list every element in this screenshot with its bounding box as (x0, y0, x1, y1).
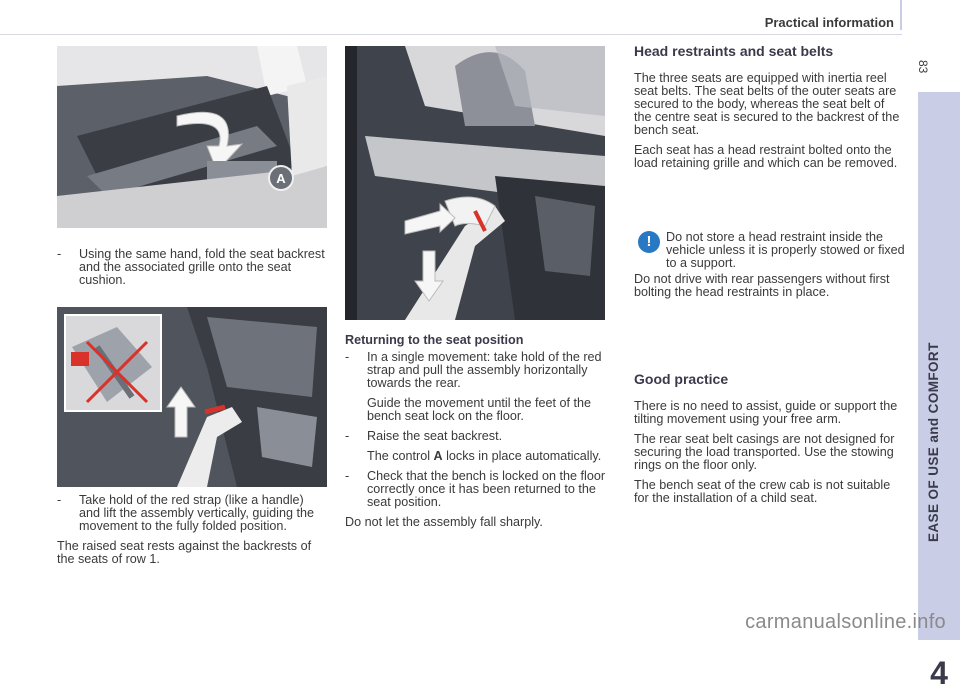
step-fold-backrest: - Using the same hand, fold the seat backrest and the associated grille onto the seat cushion. (57, 247, 325, 287)
left-column-lower-text (57, 494, 327, 573)
red-strap-drawing (345, 46, 605, 320)
header-rule (0, 34, 902, 35)
return-step-3: - Check that the bench is locked on the floor correctly once it has been returned to the seat position. (345, 469, 606, 509)
return-closing-note: Do not let the assembly fall sharply. (345, 515, 543, 529)
returning-seat-heading: Returning to the seat position (345, 333, 524, 347)
head-restraints-section (634, 44, 904, 177)
page-header-title: Practical information (764, 15, 894, 30)
chapter-tab-label: EASE OF USE and COMFORT (926, 342, 941, 542)
lift-assembly-drawing (57, 307, 327, 487)
good-practice-heading: Good practice (634, 371, 729, 387)
rear-passengers-paragraph: Do not drive with rear passengers without first bolting the head restraints in place. (634, 272, 890, 299)
illustration-lift-assembly (57, 307, 327, 487)
return-step-2: - Raise the seat backrest. (345, 429, 503, 443)
head-restraints-heading: Head restraints and seat belts (634, 43, 834, 59)
return-step-2-detail: The control A locks in place automatically. (367, 449, 602, 463)
chapter-tab (918, 92, 960, 691)
header-tick (900, 0, 902, 30)
good-practice-2: The rear seat belt casings are not designed for securing the load transported. Use the stowing rings on the floor only. (634, 432, 895, 472)
illustration-red-strap-pull (345, 46, 605, 320)
illustration-fold-backrest (57, 46, 327, 228)
seat-belts-paragraph: The three seats are equipped with inertia reel seat belts. The seat belts of the outer seats are secured to the body, whereas the seat belt of the centre seat is secured to the backrest of the bench seat. (634, 71, 900, 137)
chapter-number: 4 (930, 655, 948, 691)
step-lift-assembly: - Take hold of the red strap (like a handle) and lift the assembly vertically, guiding the movement to the fully folded position. (57, 493, 314, 533)
callout-a-label: A (276, 171, 286, 186)
good-practice-1: There is no need to assist, guide or support the tilting movement using your free arm. (634, 399, 898, 426)
good-practice-3: The bench seat of the crew cab is not suitable for the installation of a child seat. (634, 478, 891, 505)
returning-seat-section (345, 334, 613, 536)
control-a-ref: A (433, 449, 443, 463)
warning-info-icon: ! (638, 231, 660, 253)
head-restraint-paragraph: Each seat has a head restraint bolted onto the load retaining grille and which can be removed. (634, 143, 898, 170)
return-step-1-detail: Guide the movement until the feet of the bench seat lock on the floor. (367, 396, 592, 423)
return-step-1: - In a single movement: take hold of the red strap and pull the assembly horizontally towards the rear. (345, 350, 602, 390)
good-practice-section (634, 372, 904, 512)
raised-seat-note: The raised seat rests against the backrests of the seats of row 1. (57, 539, 312, 566)
warning-note: Do not store a head restraint inside the vehicle unless it is properly stowed or fixed to a support. (666, 230, 905, 270)
page-number: 83 (916, 60, 930, 74)
watermark: carmanualsonline.info (745, 611, 946, 633)
fold-backrest-drawing (57, 46, 327, 228)
